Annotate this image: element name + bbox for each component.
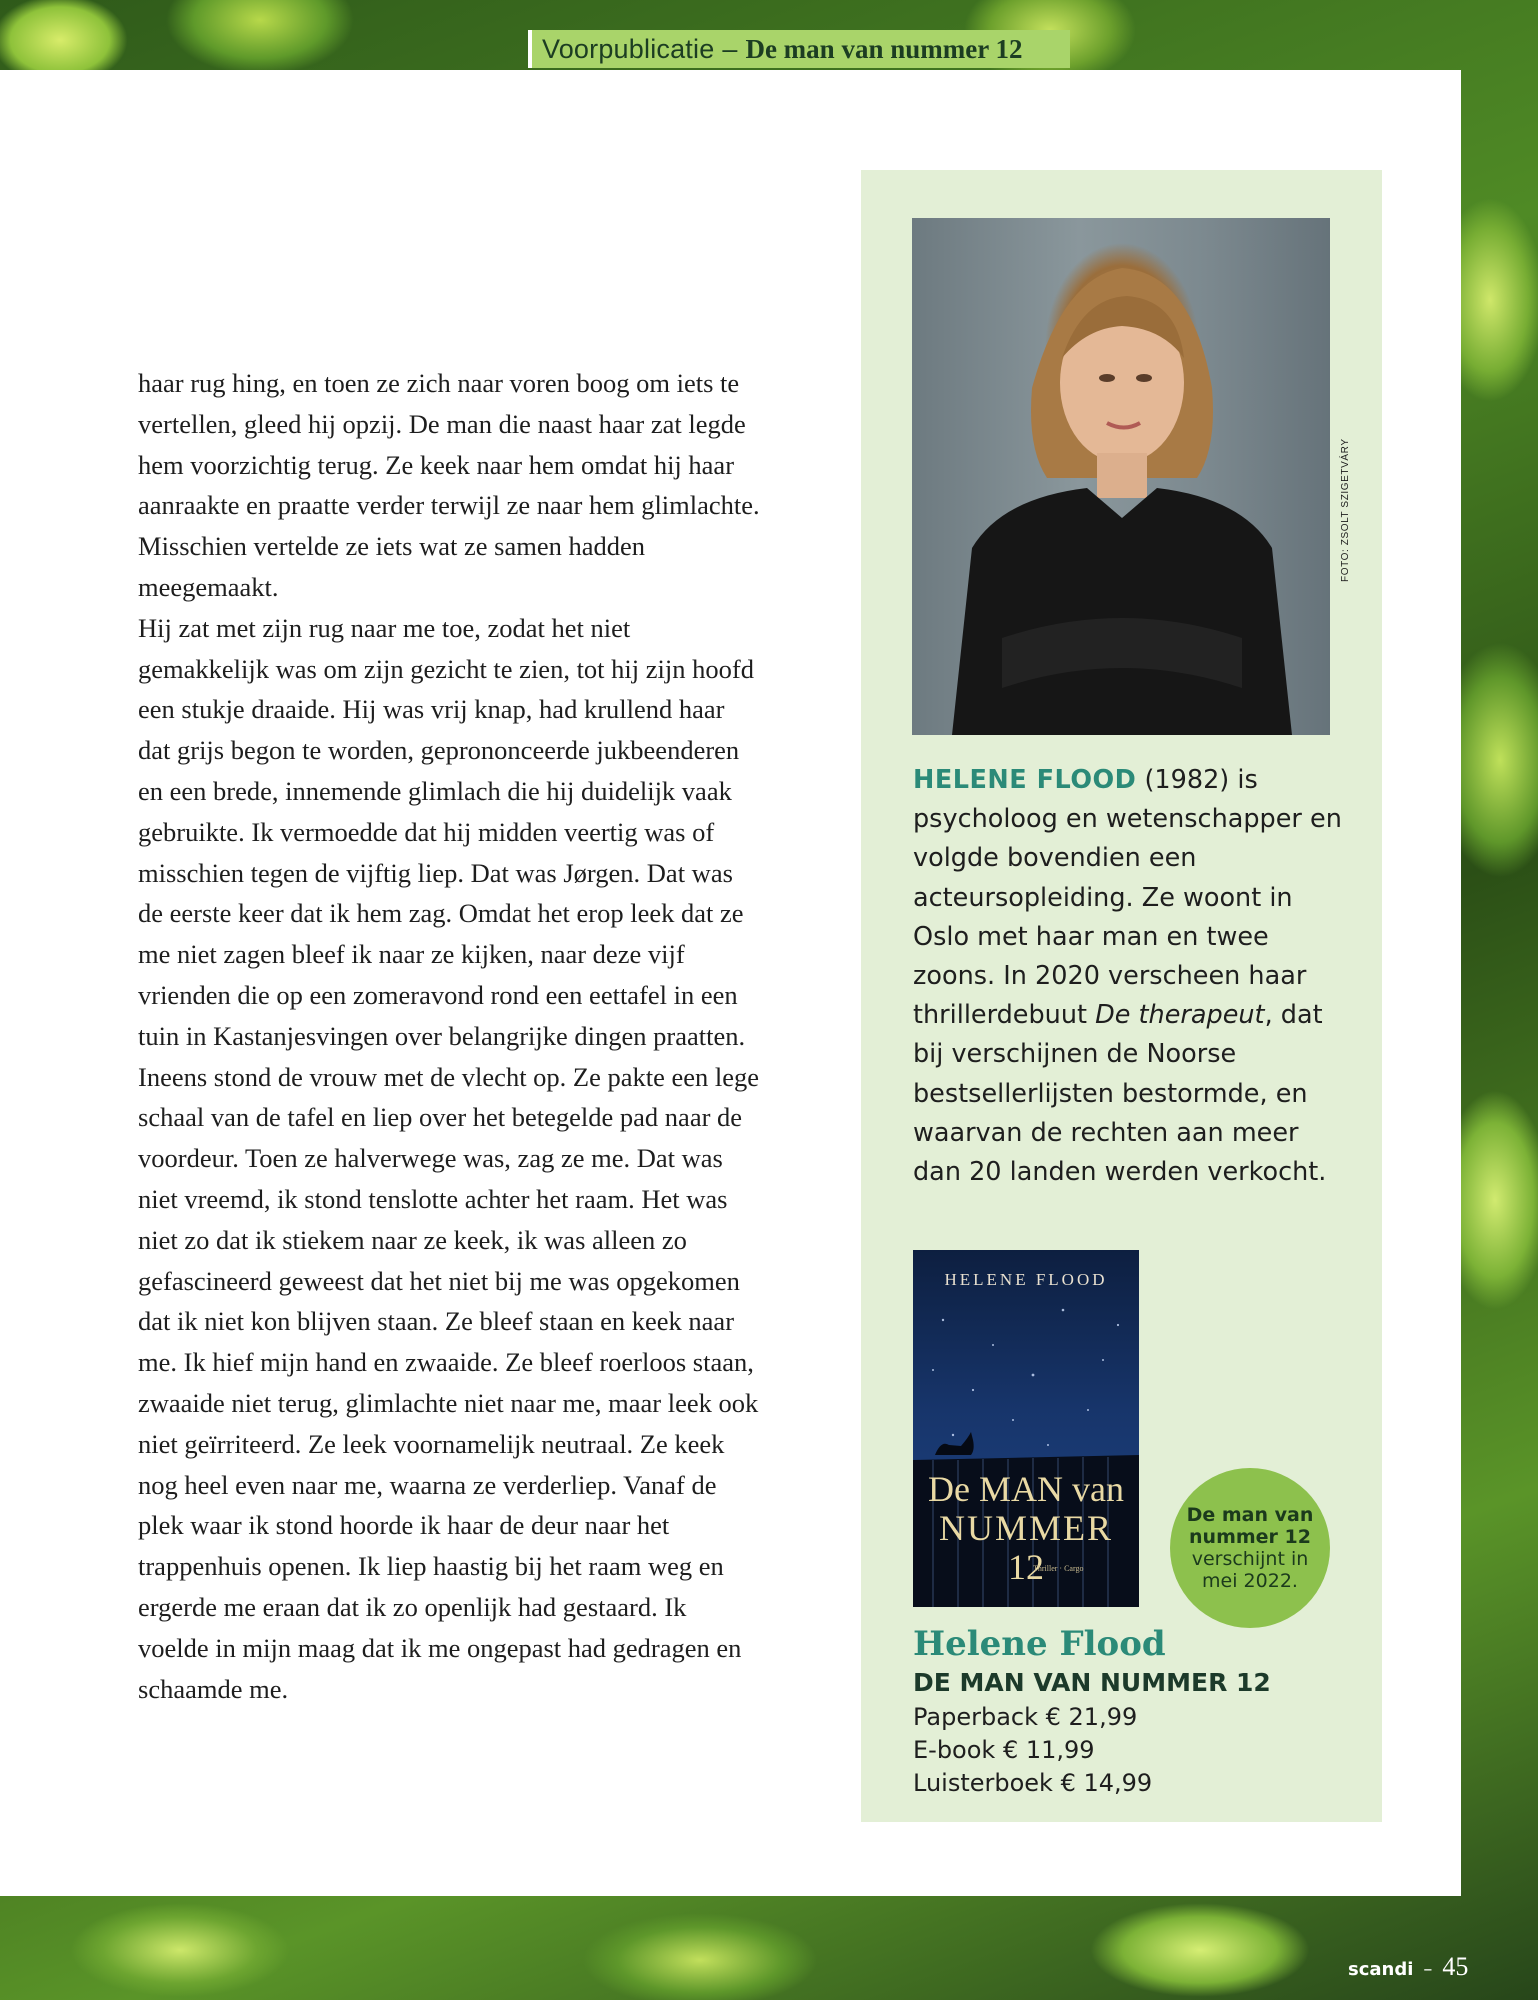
cover-title-line: De MAN van xyxy=(928,1469,1124,1509)
price-item: Luisterboek € 14,99 xyxy=(913,1769,1153,1797)
section-dash: – xyxy=(722,33,738,64)
bio-text-end: , dat bij verschijnen de Noorse bestsellerlijsten bestormde, en waarvan de rechten aan meer dan 20 landen werden verkocht. xyxy=(913,1000,1327,1188)
footer-dash: – xyxy=(1423,1959,1433,1980)
author-bio xyxy=(913,761,1343,1192)
cover-title-line: 12 xyxy=(1008,1547,1044,1587)
book-author: Helene Flood xyxy=(913,1624,1166,1664)
section-header xyxy=(528,30,1070,68)
article-body xyxy=(138,363,763,1709)
section-title: De man van nummer 12 xyxy=(745,33,1023,64)
paragraph: Hij zat met zijn rug naar me toe, zodat het niet gemakkelijk was om zijn gezicht te zien, tot hij zijn hoofd een stukje draaide. Hij was vrij knap, had krullend haar dat grijs begon te worden, geprononceerde jukbeenderen en een brede, innemende glimlach die hij duidelijk vaak gebruikte. Ik vermoedde dat hij midden veertig was of misschien tegen de vijftig liep. Dat was Jørgen. Dat was de eerste keer dat ik hem zag. Omdat het erop leek dat ze me niet zagen bleef ik naar ze kijken, naar deze vijf vrienden die op een zomeravond rond een eettafel in een tuin in Kastanjesvingen over belangrijke dingen praatten. Ineens stond de vrouw met de vlecht op. Ze pakte een lege schaal van de tafel en liep over het betegelde pad naar de voordeur. Toen ze halverwege was, zag ze me. Dat was niet vreemd, ik stond tenslotte achter het raam. Het was niet zo dat ik stiekem naar ze keek, ik was alleen zo gefascineerd geweest dat het niet bij me was opgekomen dat ik niet kon blijven staan. Ze bleef staan en keek naar me. Ik hief mijn hand en zwaaide. Ze bleef roerloos staan, zwaaide niet terug, glimlachte niet naar me, maar leek ook niet geïrriteerd. Ze leek voornamelijk neutraal. Ze keek nog heel even naar me, waarna ze verderliep. Vanaf de plek waar ik stond hoorde ik haar de deur naar het trappenhuis openen. Ik liep haastig bij het raam weg en ergerde me eraan dat ik zo openlijk had gestaard. Ik voelde in mijn maag dat ik me ongepast had gedragen en schaamde me. xyxy=(138,612,760,1704)
badge-line: nummer 12 xyxy=(1189,1526,1311,1548)
bio-text: (1982) is psycholoog en wetenschapper en volgde bovendien een acteursopleiding. Ze woont in Oslo met haar man en twee zoons. In 2020 verscheen haar thrillerdebuut xyxy=(913,765,1342,1031)
author-photo xyxy=(912,218,1330,735)
cover-title-line: NUMMER xyxy=(938,1508,1114,1548)
cover-author: HELENE FLOOD xyxy=(944,1270,1108,1289)
cover-subtitle: Thriller · Cargo xyxy=(1033,1564,1084,1573)
magazine-brand: scandi xyxy=(1348,1959,1414,1980)
paragraph: haar rug hing, en toen ze zich naar voren boog om iets te vertellen, gleed hij opzij. De man die naast haar zat legde hem voorzichtig terug. Ze keek naar hem omdat hij haar aanraakte en praatte verder terwijl ze naar hem glimlachte. Misschien vertelde ze iets wat ze samen hadden meegemaakt. xyxy=(138,368,760,602)
section-label: Voorpublicatie xyxy=(542,33,715,64)
bio-name: HELENE FLOOD xyxy=(913,765,1137,795)
bio-book-title: De therapeut xyxy=(1095,1000,1265,1031)
badge-line: mei 2022. xyxy=(1202,1570,1298,1592)
price-item: Paperback € 21,99 xyxy=(913,1703,1138,1731)
badge-line: De man van xyxy=(1186,1504,1314,1526)
page-number: 45 xyxy=(1442,1952,1469,1981)
price-list xyxy=(913,1701,1152,1800)
release-badge xyxy=(1170,1468,1330,1628)
photo-credit: FOTO: ZSOLT SZIGETVÁRY xyxy=(1340,438,1351,582)
page-footer xyxy=(1348,1952,1468,1982)
book-cover xyxy=(913,1250,1139,1607)
badge-line: verschijnt in xyxy=(1191,1548,1309,1570)
book-title: DE MAN VAN NUMMER 12 xyxy=(913,1668,1271,1697)
price-item: E-book € 11,99 xyxy=(913,1736,1095,1764)
